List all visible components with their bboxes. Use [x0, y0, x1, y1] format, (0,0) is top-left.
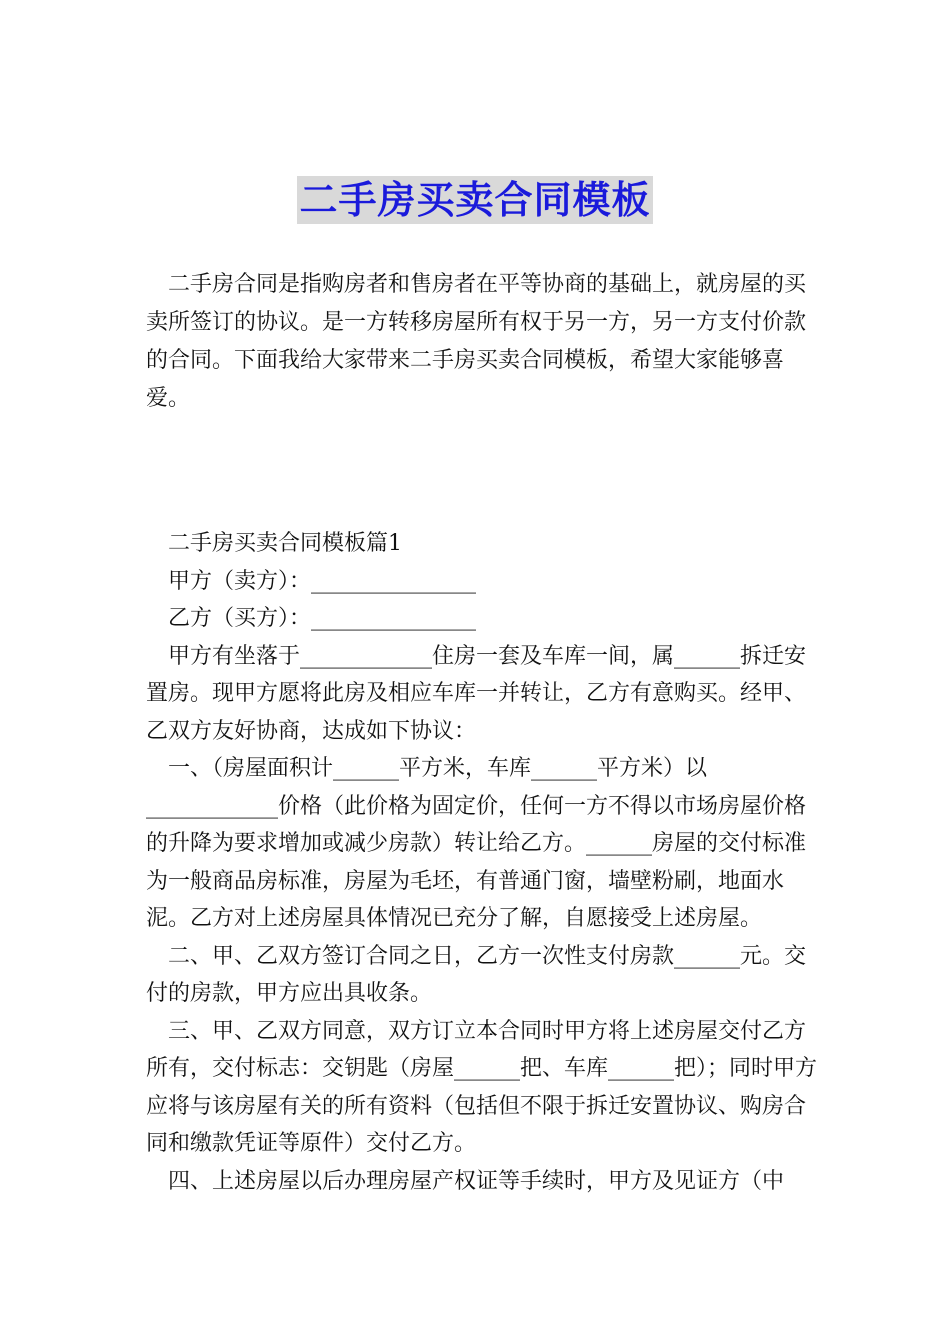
- contract-body: [146, 525, 818, 1200]
- party-b-line: 乙方（买方）：_______________: [168, 606, 477, 631]
- clause-paragraph: 四、上述房屋以后办理房屋产权证等手续时，甲方及见证方（中: [168, 1168, 785, 1194]
- title-container: [0, 176, 950, 224]
- clause-paragraph: 甲方有坐落于____________住房一套及车库一间，属______拆迁安置房。现甲方愿将此房及相应车库一并转让，乙方有意购买。经甲、乙双方友好协商，达成如下协议：: [146, 643, 807, 744]
- section-heading: 二手房买卖合同模板篇1: [168, 531, 402, 556]
- clause-paragraph: 三、甲、乙双方同意，双方订立本合同时甲方将上述房屋交付乙方所有，交付标志：交钥匙（房屋______把、车库______把）；同时甲方应将与该房屋有关的所有资料（包括但不限于拆迁安置协议、购房合同和缴款凭证等原件）交付乙方。: [146, 1018, 818, 1156]
- clause-paragraph: 二、甲、乙双方签订合同之日，乙方一次性支付房款______元。交付的房款，甲方应出具收条。: [146, 943, 807, 1006]
- intro-paragraph: 二手房合同是指购房者和售房者在平等协商的基础上，就房屋的买卖所签订的协议。是一方转移房屋所有权于另一方，另一方支付价款的合同。下面我给大家带来二手房买卖合同模板，希望大家能够喜爱。: [146, 272, 807, 411]
- document-title: 二手房买卖合同模板: [299, 178, 651, 222]
- clause-paragraph: 一、（房屋面积计______平方米，车库______平方米）以____________价格（此价格为固定价，任何一方不得以市场房屋价格的升降为要求增加或减少房款）转让给乙方。______房屋的交付标准为一般商品房标准，房屋为毛坯，有普通门窗，墙壁粉刷，地面水泥。乙方对上述房屋具体情况已充分了解，自愿接受上述房屋。: [146, 756, 807, 931]
- party-a-line: 甲方（卖方）：_______________: [168, 568, 477, 594]
